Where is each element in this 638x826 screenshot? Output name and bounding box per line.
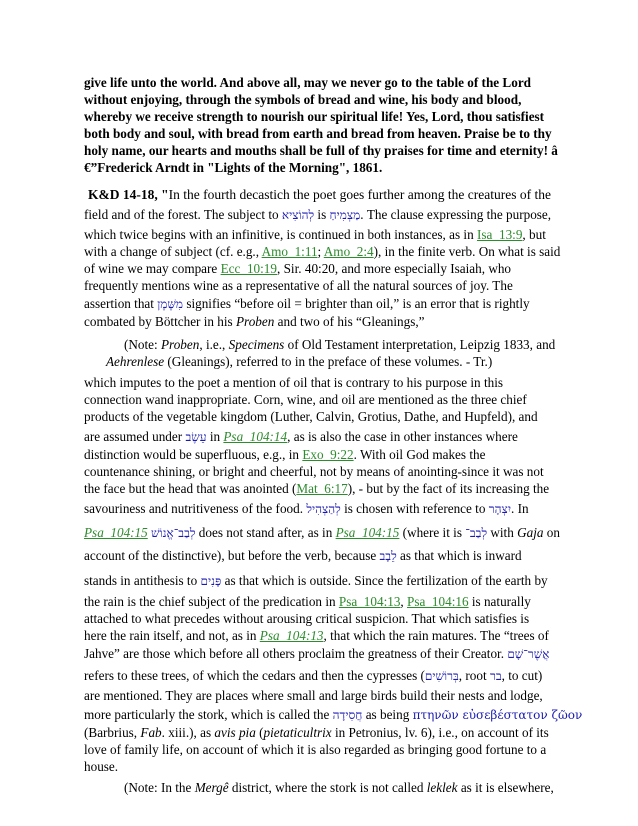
quote-line: holy name, our hearts and mouths shall be full of thy praises for time and eternity! â xyxy=(84,143,558,158)
hebrew-word: יִצְהָר xyxy=(488,502,511,516)
quote-line: give life unto the world. And above all, may we never go to the table of the Lord xyxy=(84,75,532,90)
body-line: Jahve” are those which before all others proclaim the greatness of their Creator. אֲשֶׁר־שָׁם xyxy=(84,646,550,661)
body-line: house. xyxy=(84,759,119,774)
commentary-line: combated by Böttcher in his Proben and two of his “Gleanings,” xyxy=(84,314,425,329)
hebrew-word: לְהוֹצִיא xyxy=(281,208,315,222)
body-line: savouriness and nutritiveness of the food. לְהַצְהִיל is chosen with reference to יִצְהָר. In xyxy=(84,501,529,516)
hebrew-word: חֲסִידָה xyxy=(332,708,363,722)
body-line: distinction would be superfluous, e.g., in Exo_9:22. With oil God makes the xyxy=(84,447,486,462)
hebrew-word: לְהַצְהִיל xyxy=(306,502,341,516)
scripture-link[interactable]: Isa_13:9 xyxy=(477,227,523,242)
hebrew-word: לְבַב־אֱנוֹשׁ xyxy=(151,526,196,540)
scripture-link[interactable]: Psa_104:15 xyxy=(84,525,148,540)
body-line: more particularly the stork, which is called the חֲסִידָה as being πτηνῶν εὐσεβέστατον ζῶον xyxy=(84,707,583,722)
hebrew-word: מִשֶּׁמֶן xyxy=(157,297,184,311)
body-line: refers to these trees, of which the cedars and then the cypresses (בְּרוֹשִׁים, root בר, to cut) xyxy=(84,668,543,683)
quote-line: €”Frederick Arndt in "Lights of the Morning", 1861. xyxy=(84,160,383,175)
commentary-line: frequently mentions wine as a representative of all the natural sources of joy. The xyxy=(84,278,513,293)
commentary-line: K&D 14-18, "In the fourth decastich the poet goes further among the creatures of the xyxy=(88,187,551,202)
scripture-link[interactable]: Ecc_10:19 xyxy=(220,261,277,276)
body-line: stands in antithesis to פָּנִים as that which is outside. Since the fertilization of the earth by xyxy=(84,573,548,588)
body-line: are assumed under עֵשֶׂב in Psa_104:14, as is also the case in other instances where xyxy=(84,429,518,444)
hebrew-word: בְּרוֹשִׁים xyxy=(424,669,459,683)
commentary-line: of wine we may compare Ecc_10:19, Sir. 40:20, and more especially Isaiah, who xyxy=(84,261,512,276)
body-line: attached to what precedes without arousing critical suspicion. That which satisfies is xyxy=(84,611,530,626)
quote-line: whereby we receive strength to nourish our spiritual life! Yes, Lord, thou satisfiest xyxy=(84,109,545,124)
hebrew-word: לְבַב־ xyxy=(465,526,488,540)
scripture-link[interactable]: Mat_6:17 xyxy=(296,481,348,496)
body-line: (Barbrius, Fab. xiii.), as avis pia (pietaticultrix in Petronius, lv. 6), i.e., on account of its xyxy=(84,725,549,740)
scripture-link[interactable]: Psa_104:15 xyxy=(335,525,400,540)
hebrew-word: עֵשֶׂב xyxy=(185,430,207,444)
quote-line: without enjoying, through the symbols of bread and wine, his body and blood, xyxy=(84,92,522,107)
scripture-link[interactable]: Exo_9:22 xyxy=(302,447,354,462)
body-line: connection wand inappropriate. Corn, wine, and oil are mentioned as the three chief xyxy=(84,392,527,407)
scripture-link[interactable]: Psa_104:13 xyxy=(338,594,401,609)
commentary-line: assertion that מִשֶּׁמֶן signifies “before oil = brighter than oil,” is an error that is rightly xyxy=(84,296,530,311)
hebrew-word: אֲשֶׁר־שָׁם xyxy=(507,647,550,661)
scripture-link[interactable]: Psa_104:16 xyxy=(407,594,469,609)
note-line: Aehrenlese (Gleanings), referred to in the preface of these volumes. - Tr.) xyxy=(106,354,493,369)
note-line: (Note: Proben, i.e., Specimens of Old Testament interpretation, Leipzig 1833, and xyxy=(124,337,556,352)
body-line: Psa_104:15 לְבַב־אֱנוֹשׁ does not stand after, as in Psa_104:15 (where it is לְבַב־ with Gaja on xyxy=(84,525,560,540)
scripture-link[interactable]: Psa_104:13 xyxy=(259,628,324,643)
commentary-line: field and of the forest. The subject to לְהוֹצִיא is מַצְמִיחַ. The clause expressing the purpose, xyxy=(84,207,552,222)
body-line: the face but the head that was anointed (Mat_6:17), - but by the fact of its increasing the xyxy=(84,481,550,496)
note-line: (Note: In the Mergê district, where the stork is not called leklek as it is elsewhere, xyxy=(124,780,554,795)
hebrew-word: פָּנִים xyxy=(200,574,222,588)
commentary-label: K&D 14-18, " xyxy=(88,187,169,202)
commentary-line: which twice begins with an infinitive, is continued in both instances, as in Isa_13:9, but xyxy=(84,227,546,242)
commentary-line: with a change of subject (cf. e.g., Amo_1:11; Amo_2:4), in the finite verb. On what is said xyxy=(84,244,561,259)
body-line: here the rain itself, and not, as in Psa_104:13, that which the rain matures. The “trees of xyxy=(84,628,549,643)
body-line: products of the vegetable kingdom (Luther, Calvin, Grotius, Dathe, and Hupfeld), and xyxy=(84,409,538,424)
scripture-link[interactable]: Amo_2:4 xyxy=(323,244,374,259)
hebrew-word: בר xyxy=(489,669,502,683)
body-line: the rain is the chief subject of the predication in Psa_104:13, Psa_104:16 is naturally xyxy=(84,594,531,609)
body-line: which imputes to the poet a mention of oil that is contrary to his purpose in this xyxy=(84,375,504,390)
greek-phrase: πτηνῶν εὐσεβέστατον ζῶον xyxy=(412,708,583,722)
body-line: account of the distinctive), but before the verb, because לֵבָב as that which is inward xyxy=(84,548,522,563)
hebrew-word: מַצְמִיחַ xyxy=(329,208,361,222)
body-line: are mentioned. They are places where small and large birds build their nests and lodge, xyxy=(84,688,543,703)
quote-line: both body and soul, with bread from earth and bread from heaven. Praise be to thy xyxy=(84,126,552,141)
scripture-link[interactable]: Amo_1:11 xyxy=(261,244,318,259)
body-line: love of family life, on account of which it is also regarded as bringing good fortune to a xyxy=(84,742,547,757)
hebrew-word: לֵבָב xyxy=(379,549,397,563)
scripture-link[interactable]: Psa_104:14 xyxy=(223,429,288,444)
body-line: countenance shining, or bright and cheerful, not by means of anointing-since it was not xyxy=(84,464,544,479)
